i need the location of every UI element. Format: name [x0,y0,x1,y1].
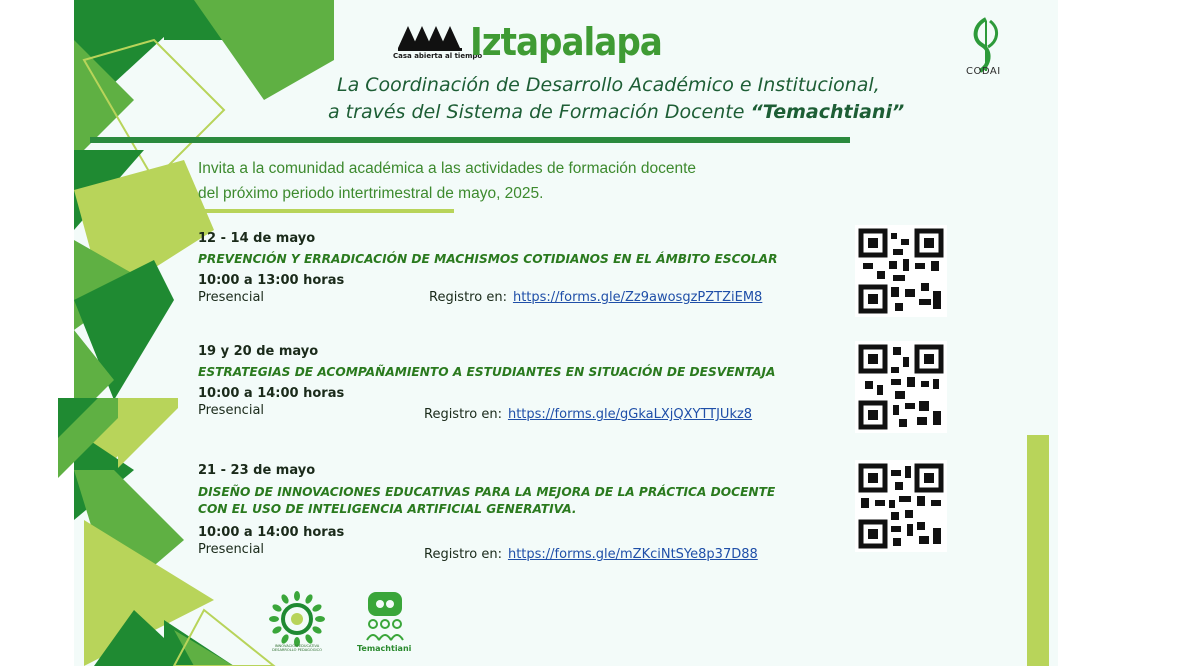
qr-code-icon [855,460,947,552]
activity-2-registration [424,407,752,422]
register-label: Registro en: [424,547,502,562]
activity-3-registration [424,547,758,562]
activity-2-title: ESTRATEGIAS DE ACOMPAÑAMIENTO A ESTUDIANTES EN SITUACIÓN DE DESVENTAJA [198,365,776,379]
temachtiani-label: Temachtiani [357,644,412,653]
uam-tagline: Casa abierta al tiempo [393,52,483,60]
temachtiani-logo-icon [362,590,408,642]
activity-2-registration-link[interactable]: https://forms.gle/gGkaLXjQXYTTJUkz8 [507,407,753,422]
activity-1-registration-link[interactable]: https://forms.gle/Zz9awosgzPZTZiEM8 [512,290,763,305]
coordination-line-2-prefix: a través del Sistema de Formación Docente [328,101,751,123]
decorative-shapes [74,0,334,666]
header-divider [90,137,850,143]
qr-code-icon [855,341,947,433]
register-label: Registro en: [424,407,502,422]
activity-2-hours: 10:00 a 14:00 horas [198,386,345,401]
coordination-line-1: La Coordinación de Desarrollo Académico e Institucional, [337,74,880,96]
decorative-side-bar [1027,435,1049,666]
activity-1-mode: Presencial [198,290,265,305]
activity-2-date: 19 y 20 de mayo [198,344,319,359]
codai-label: CODAI [966,66,1001,77]
activity-1-title: PREVENCIÓN Y ERRADICACIÓN DE MACHISMOS COTIDIANOS EN EL ÁMBITO ESCOLAR [198,252,778,266]
flyer-sheet [74,0,1058,666]
invitation-line-2: del próximo periodo intertrimestral de mayo, 2025. [198,185,544,202]
activity-2-mode: Presencial [198,403,265,418]
qr-code-icon [855,225,947,317]
activity-1-hours: 10:00 a 13:00 horas [198,273,345,288]
activity-3-hours: 10:00 a 14:00 horas [198,525,345,540]
coordination-line-2 [328,101,904,123]
innovation-logo-label: INNOVACIÓN EDUCATIVA DESARROLLO PEDAGÓGICO [272,644,322,652]
activity-3-title-line-1: DISEÑO DE INNOVACIONES EDUCATIVAS PARA LA MEJORA DE LA PRÁCTICA DOCENTE [198,485,776,499]
invitation-underline [198,209,454,213]
invitation-text [198,156,696,206]
program-name: “Temachtiani” [750,101,905,123]
left-edge-shapes [58,398,178,558]
institution-name: Iztapalapa [470,20,662,64]
activity-3-registration-link[interactable]: https://forms.gle/mZKciNtSYe8p37D88 [507,547,758,562]
activity-3-date: 21 - 23 de mayo [198,463,316,478]
innovation-wreath-logo-icon [268,590,326,648]
activity-3-mode: Presencial [198,542,265,557]
invitation-line-1: Invita a la comunidad académica a las actividades de formación docente [198,160,697,177]
activity-1-registration [429,290,762,305]
activity-1-date: 12 - 14 de mayo [198,231,316,246]
activity-3-title-line-2: CON EL USO DE INTELIGENCIA ARTIFICIAL GENERATIVA. [198,502,577,516]
register-label: Registro en: [429,290,507,305]
